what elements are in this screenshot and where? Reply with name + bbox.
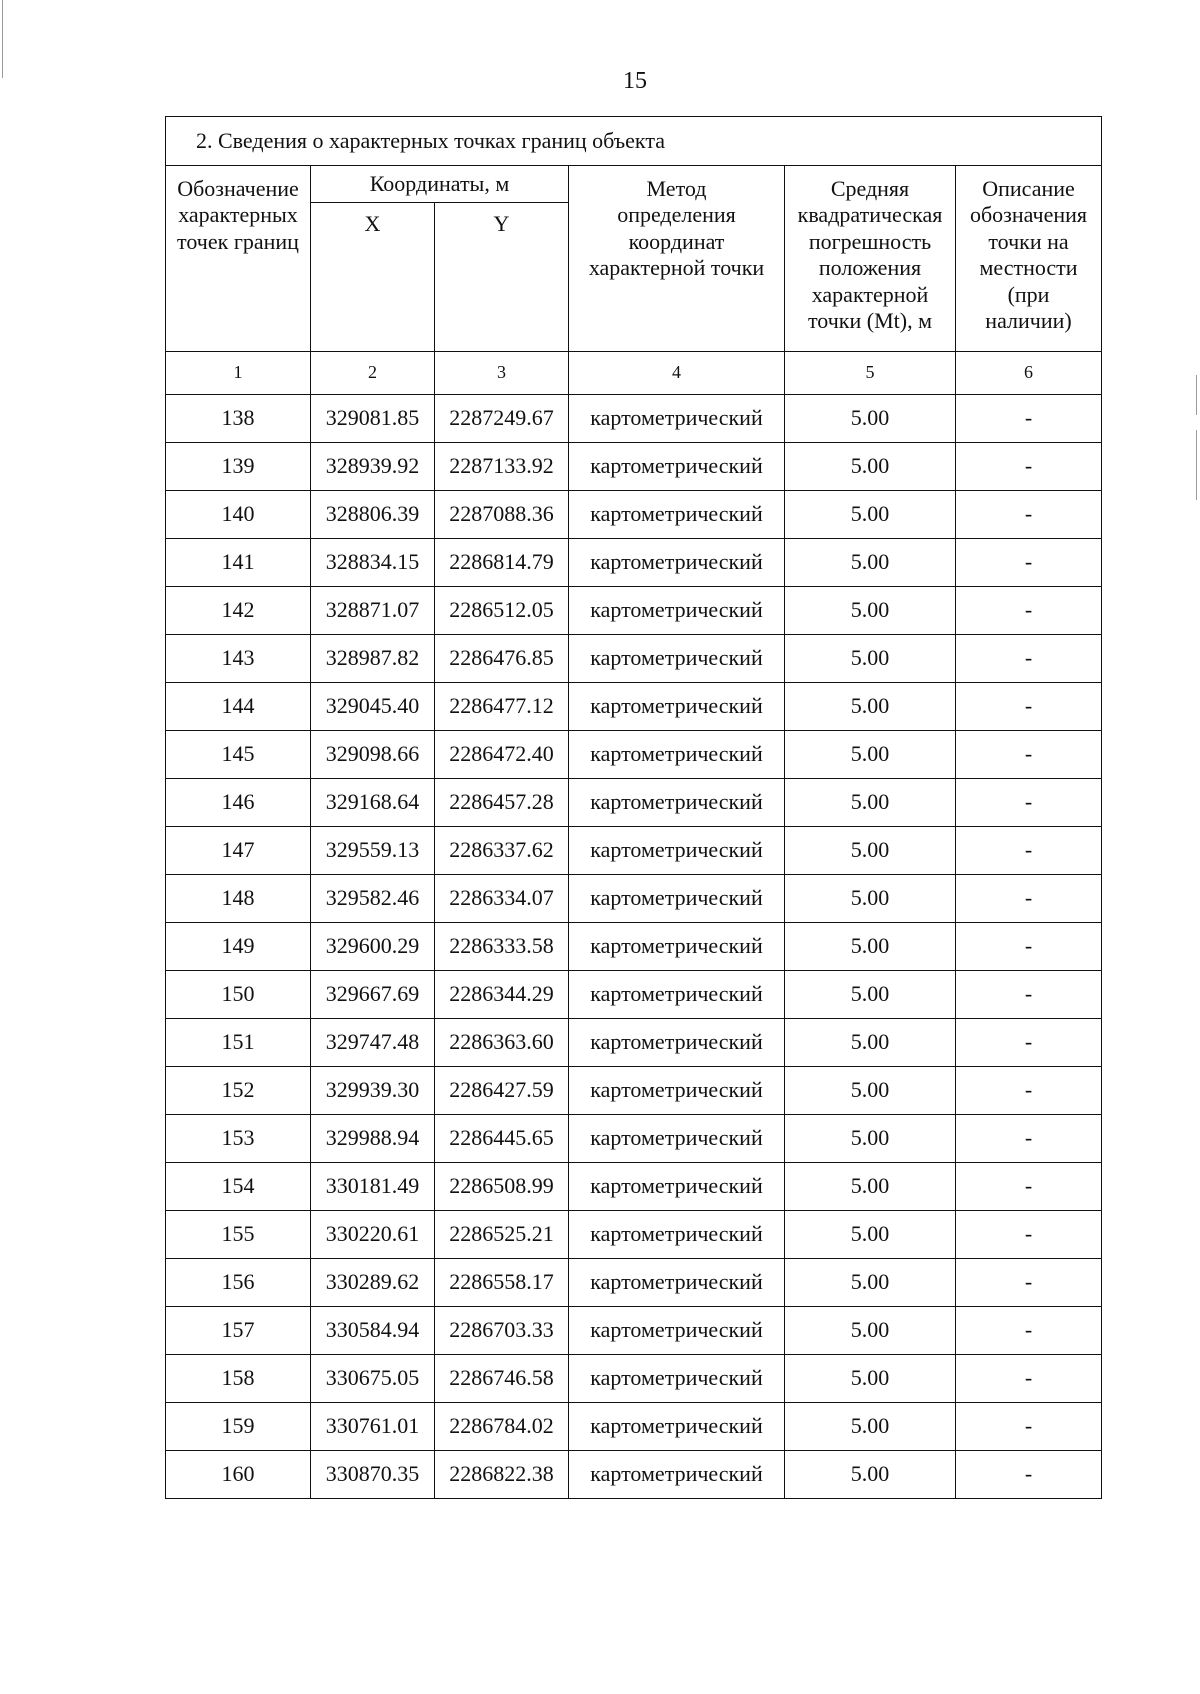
point-number-cell: 159: [166, 1403, 311, 1451]
column-number: 1: [166, 352, 311, 395]
header-text-line: погрешность: [808, 228, 932, 254]
coord-x-cell: 330584.94: [311, 1307, 435, 1355]
coord-y-cell: 2286512.05: [435, 587, 569, 635]
point-number-cell: 147: [166, 827, 311, 875]
header-text-line: точек границ: [177, 228, 299, 254]
mean-error-cell: 5.00: [785, 1403, 956, 1451]
coord-y-cell: 2287249.67: [435, 395, 569, 443]
coord-x-cell: 329988.94: [311, 1115, 435, 1163]
point-number-cell: 149: [166, 923, 311, 971]
coord-y-cell: 2286363.60: [435, 1019, 569, 1067]
coord-x-cell: 329667.69: [311, 971, 435, 1019]
point-number-cell: 139: [166, 443, 311, 491]
coord-x-cell: 329939.30: [311, 1067, 435, 1115]
coord-y-cell: 2286445.65: [435, 1115, 569, 1163]
header-text-line: Средняя: [830, 176, 910, 201]
mean-error-cell: 5.00: [785, 1211, 956, 1259]
method-cell: картометрический: [569, 635, 785, 683]
table-row: [166, 491, 1102, 539]
header-text-line: положения: [818, 255, 922, 281]
mean-error-cell: 5.00: [785, 395, 956, 443]
point-number-cell: 142: [166, 587, 311, 635]
mean-error-cell: 5.00: [785, 1259, 956, 1307]
method-cell: картометрический: [569, 1451, 785, 1499]
table-row: [166, 1115, 1102, 1163]
table-row: [166, 971, 1102, 1019]
mean-error-cell: 5.00: [785, 539, 956, 587]
table-row: [166, 1211, 1102, 1259]
coord-y-cell: 2286476.85: [435, 635, 569, 683]
mean-error-cell: 5.00: [785, 779, 956, 827]
description-cell: -: [956, 635, 1102, 683]
method-cell: картометрический: [569, 395, 785, 443]
point-number-cell: 148: [166, 875, 311, 923]
header-mean-error: [785, 166, 956, 352]
mean-error-cell: 5.00: [785, 923, 956, 971]
table-row: [166, 1307, 1102, 1355]
table-row: [166, 923, 1102, 971]
coord-y-cell: 2286784.02: [435, 1403, 569, 1451]
coord-x-cell: 328987.82: [311, 635, 435, 683]
point-number-cell: 143: [166, 635, 311, 683]
description-cell: -: [956, 587, 1102, 635]
description-cell: -: [956, 1019, 1102, 1067]
coord-x-cell: 328834.15: [311, 539, 435, 587]
column-number: 2: [311, 352, 435, 395]
coord-y-cell: 2286472.40: [435, 731, 569, 779]
description-cell: -: [956, 923, 1102, 971]
scan-edge-line: [1196, 375, 1197, 415]
coord-y-cell: 2286746.58: [435, 1355, 569, 1403]
coord-y-cell: 2286508.99: [435, 1163, 569, 1211]
header-text-line: точки (Mt), м: [807, 307, 933, 333]
header-text-line: характерной: [811, 281, 929, 307]
page-number: 15: [623, 68, 647, 94]
table-row: [166, 635, 1102, 683]
header-text-line: квадратическая: [797, 202, 943, 228]
mean-error-cell: 5.00: [785, 875, 956, 923]
description-cell: -: [956, 491, 1102, 539]
mean-error-cell: 5.00: [785, 1067, 956, 1115]
table-row: [166, 1019, 1102, 1067]
method-cell: картометрический: [569, 587, 785, 635]
description-cell: -: [956, 1211, 1102, 1259]
header-description: [956, 166, 1102, 352]
header-text-line: точки на: [988, 228, 1069, 254]
mean-error-cell: 5.00: [785, 587, 956, 635]
table-row: [166, 1403, 1102, 1451]
description-cell: -: [956, 827, 1102, 875]
method-cell: картометрический: [569, 827, 785, 875]
coord-y-cell: 2286457.28: [435, 779, 569, 827]
description-cell: -: [956, 539, 1102, 587]
header-text-line: координат: [628, 228, 725, 254]
method-cell: картометрический: [569, 1163, 785, 1211]
coord-x-cell: 329559.13: [311, 827, 435, 875]
coord-y-cell: 2286427.59: [435, 1067, 569, 1115]
description-cell: -: [956, 1403, 1102, 1451]
coord-x-cell: 330220.61: [311, 1211, 435, 1259]
column-number: 5: [785, 352, 956, 395]
coord-y-cell: 2287088.36: [435, 491, 569, 539]
method-cell: картометрический: [569, 1019, 785, 1067]
mean-error-cell: 5.00: [785, 1451, 956, 1499]
point-number-cell: 150: [166, 971, 311, 1019]
description-cell: -: [956, 875, 1102, 923]
header-text-line: (при: [1007, 281, 1050, 307]
header-point-designation: [166, 166, 311, 352]
coord-x-cell: 330870.35: [311, 1451, 435, 1499]
table-row: [166, 731, 1102, 779]
method-cell: картометрический: [569, 539, 785, 587]
point-number-cell: 160: [166, 1451, 311, 1499]
table-row: [166, 827, 1102, 875]
coord-x-cell: 330761.01: [311, 1403, 435, 1451]
table-row: [166, 587, 1102, 635]
method-cell: картометрический: [569, 1355, 785, 1403]
description-cell: -: [956, 731, 1102, 779]
table-row: [166, 1451, 1102, 1499]
scan-edge-line: [1196, 430, 1197, 500]
mean-error-cell: 5.00: [785, 1019, 956, 1067]
coord-y-cell: 2286334.07: [435, 875, 569, 923]
description-cell: -: [956, 1307, 1102, 1355]
table-row: [166, 395, 1102, 443]
coord-x-cell: 329168.64: [311, 779, 435, 827]
section-title: 2. Сведения о характерных точках границ объекта: [166, 117, 1102, 166]
method-cell: картометрический: [569, 731, 785, 779]
point-number-cell: 138: [166, 395, 311, 443]
coord-x-cell: 328871.07: [311, 587, 435, 635]
header-x: X: [311, 203, 435, 352]
header-y: Y: [435, 203, 569, 352]
method-cell: картометрический: [569, 683, 785, 731]
method-cell: картометрический: [569, 923, 785, 971]
mean-error-cell: 5.00: [785, 1115, 956, 1163]
coord-x-cell: 328806.39: [311, 491, 435, 539]
description-cell: -: [956, 1451, 1102, 1499]
coord-x-cell: 329045.40: [311, 683, 435, 731]
point-number-cell: 155: [166, 1211, 311, 1259]
header-text-line: определения: [617, 202, 736, 228]
scan-edge-line: [2, 0, 3, 78]
point-number-cell: 158: [166, 1355, 311, 1403]
point-number-cell: 144: [166, 683, 311, 731]
point-number-cell: 154: [166, 1163, 311, 1211]
mean-error-cell: 5.00: [785, 1355, 956, 1403]
description-cell: -: [956, 1163, 1102, 1211]
header-text-line: Описание: [982, 176, 1075, 201]
table-row: [166, 683, 1102, 731]
header-method: [569, 166, 785, 352]
coord-y-cell: 2286822.38: [435, 1451, 569, 1499]
table-row: [166, 1355, 1102, 1403]
description-cell: -: [956, 1355, 1102, 1403]
coord-y-cell: 2286333.58: [435, 923, 569, 971]
header-coordinates: Координаты, м: [311, 166, 569, 203]
table-row: [166, 1067, 1102, 1115]
point-number-cell: 141: [166, 539, 311, 587]
point-number-cell: 157: [166, 1307, 311, 1355]
header-text-line: Метод: [646, 176, 707, 201]
method-cell: картометрический: [569, 443, 785, 491]
mean-error-cell: 5.00: [785, 683, 956, 731]
coord-x-cell: 328939.92: [311, 443, 435, 491]
mean-error-cell: 5.00: [785, 1307, 956, 1355]
column-number: 6: [956, 352, 1102, 395]
method-cell: картометрический: [569, 1259, 785, 1307]
mean-error-cell: 5.00: [785, 971, 956, 1019]
coord-x-cell: 329081.85: [311, 395, 435, 443]
point-number-cell: 151: [166, 1019, 311, 1067]
method-cell: картометрический: [569, 875, 785, 923]
point-number-cell: 152: [166, 1067, 311, 1115]
description-cell: -: [956, 395, 1102, 443]
description-cell: -: [956, 1067, 1102, 1115]
coord-y-cell: 2286344.29: [435, 971, 569, 1019]
description-cell: -: [956, 971, 1102, 1019]
header-text-line: местности: [979, 255, 1078, 281]
column-number-row: [166, 352, 1102, 395]
coord-x-cell: 330181.49: [311, 1163, 435, 1211]
boundary-points-table: [165, 116, 1102, 1499]
method-cell: картометрический: [569, 491, 785, 539]
header-text-line: обозначения: [969, 202, 1088, 228]
point-number-cell: 153: [166, 1115, 311, 1163]
point-number-cell: 146: [166, 779, 311, 827]
coord-x-cell: 330289.62: [311, 1259, 435, 1307]
table-row: [166, 875, 1102, 923]
header-text-line: характерной точки: [588, 255, 765, 281]
table-row: [166, 1163, 1102, 1211]
mean-error-cell: 5.00: [785, 635, 956, 683]
header-text-line: Обозначение: [177, 176, 299, 201]
table-row: [166, 539, 1102, 587]
point-number-cell: 145: [166, 731, 311, 779]
method-cell: картометрический: [569, 1115, 785, 1163]
header-text-line: характерных: [178, 202, 298, 228]
coord-y-cell: 2286703.33: [435, 1307, 569, 1355]
header-text-line: наличии): [985, 307, 1072, 333]
method-cell: картометрический: [569, 1211, 785, 1259]
table-row: [166, 443, 1102, 491]
point-number-cell: 156: [166, 1259, 311, 1307]
coord-x-cell: 329582.46: [311, 875, 435, 923]
point-number-cell: 140: [166, 491, 311, 539]
method-cell: картометрический: [569, 779, 785, 827]
coord-y-cell: 2286814.79: [435, 539, 569, 587]
coord-x-cell: 330675.05: [311, 1355, 435, 1403]
mean-error-cell: 5.00: [785, 443, 956, 491]
description-cell: -: [956, 443, 1102, 491]
mean-error-cell: 5.00: [785, 827, 956, 875]
column-number: 3: [435, 352, 569, 395]
column-number: 4: [569, 352, 785, 395]
table-row: [166, 1259, 1102, 1307]
coord-x-cell: 329600.29: [311, 923, 435, 971]
coord-y-cell: 2286337.62: [435, 827, 569, 875]
mean-error-cell: 5.00: [785, 1163, 956, 1211]
description-cell: -: [956, 683, 1102, 731]
coord-y-cell: 2286477.12: [435, 683, 569, 731]
method-cell: картометрический: [569, 971, 785, 1019]
coord-y-cell: 2286525.21: [435, 1211, 569, 1259]
mean-error-cell: 5.00: [785, 491, 956, 539]
description-cell: -: [956, 779, 1102, 827]
table-row: [166, 779, 1102, 827]
method-cell: картометрический: [569, 1307, 785, 1355]
mean-error-cell: 5.00: [785, 731, 956, 779]
coord-x-cell: 329098.66: [311, 731, 435, 779]
method-cell: картометрический: [569, 1403, 785, 1451]
method-cell: картометрический: [569, 1067, 785, 1115]
description-cell: -: [956, 1115, 1102, 1163]
coord-x-cell: 329747.48: [311, 1019, 435, 1067]
description-cell: -: [956, 1259, 1102, 1307]
coord-y-cell: 2286558.17: [435, 1259, 569, 1307]
coord-y-cell: 2287133.92: [435, 443, 569, 491]
